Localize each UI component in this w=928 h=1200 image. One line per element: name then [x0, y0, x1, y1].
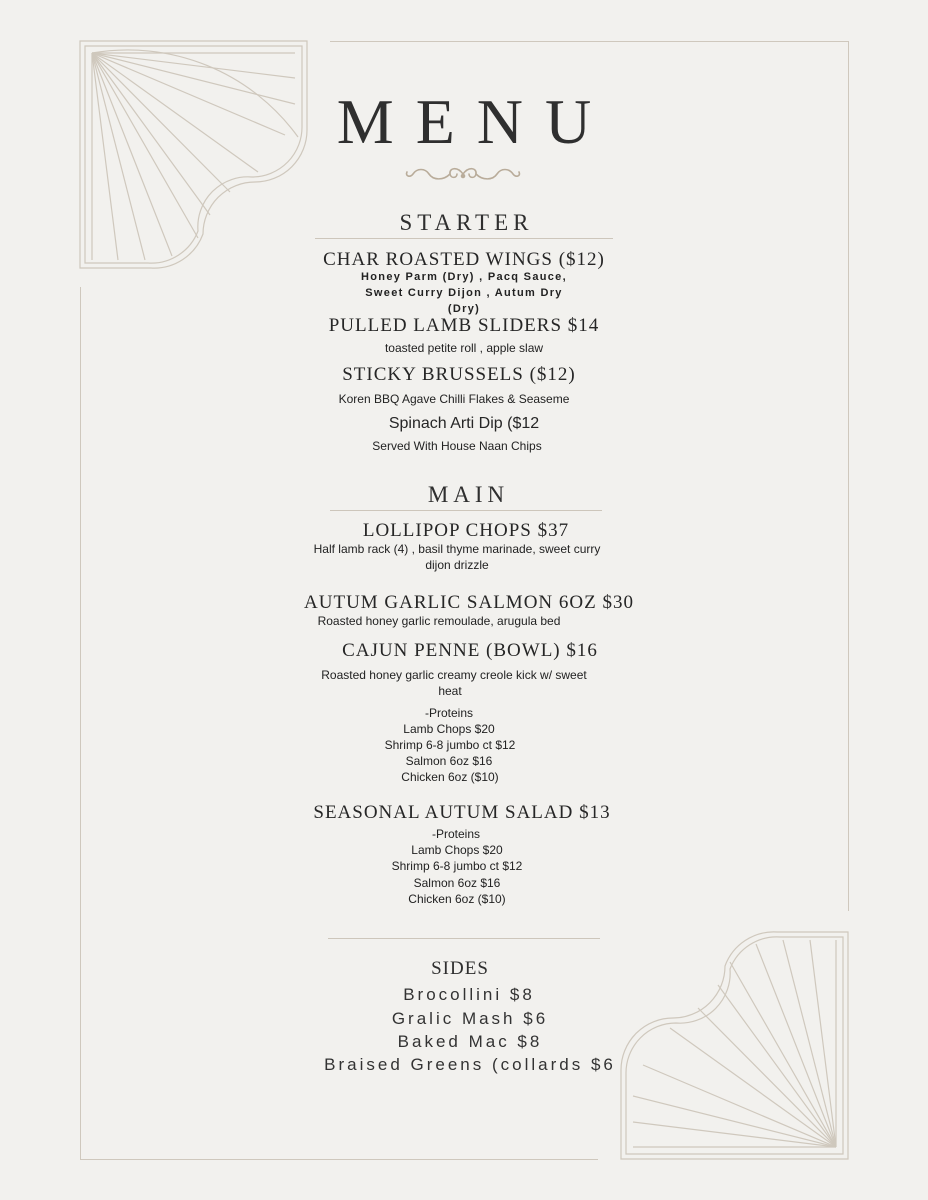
starter-item-name: STICKY BRUSSELS ($12) [342, 364, 576, 385]
starter-item-desc: toasted petite roll , apple slaw [384, 341, 544, 355]
main-item-name: LOLLIPOP CHOPS $37 [362, 520, 570, 541]
main-item-desc: heat [438, 684, 462, 698]
sides-divider [328, 938, 600, 939]
protein-line: Shrimp 6-8 jumbo ct $12 [384, 738, 516, 752]
main-divider [330, 510, 602, 511]
main-item-desc: Roasted honey garlic creamy creole kick w/ sweet [321, 668, 587, 682]
starter-item-desc: Sweet Curry Dijon , Autum Dry [365, 287, 563, 299]
main-item-name: SEASONAL AUTUM SALAD $13 [313, 802, 611, 823]
starter-item-name: Spinach Arti Dip ($12 [388, 415, 540, 432]
starter-item-desc: Koren BBQ Agave Chilli Flakes & Seaseme [338, 392, 570, 406]
protein-line: Shrimp 6-8 jumbo ct $12 [391, 859, 523, 873]
main-item-name: AUTUM GARLIC SALMON 6OZ $30 [304, 592, 634, 613]
side-item: Braised Greens (collards $6 [324, 1055, 616, 1074]
starter-heading: STARTER [399, 210, 534, 235]
protein-line: -Proteins [424, 706, 474, 720]
main-heading: MAIN [427, 482, 510, 507]
protein-line: -Proteins [431, 827, 481, 841]
menu-title: MENU [336, 86, 614, 157]
protein-line: Salmon 6oz $16 [413, 876, 501, 890]
side-item: Gralic Mash $6 [391, 1009, 549, 1028]
main-item-name: CAJUN PENNE (BOWL) $16 [342, 640, 598, 661]
side-item: Baked Mac $8 [397, 1032, 543, 1051]
starter-item-name: PULLED LAMB SLIDERS $14 [328, 315, 600, 336]
main-item-desc: Half lamb rack (4) , basil thyme marinade, sweet curry [313, 542, 601, 556]
starter-item-name: CHAR ROASTED WINGS ($12) [323, 249, 605, 270]
starter-item-desc: Honey Parm (Dry) , Pacq Sauce, [361, 271, 567, 283]
side-item: Brocollini $8 [403, 985, 535, 1004]
starter-item-desc: Served With House Naan Chips [372, 439, 542, 453]
protein-line: Salmon 6oz $16 [405, 754, 493, 768]
starter-item-desc: (Dry) [447, 303, 481, 315]
protein-line: Chicken 6oz ($10) [401, 770, 499, 784]
protein-line: Lamb Chops $20 [403, 722, 495, 736]
main-item-desc: dijon drizzle [425, 558, 489, 572]
main-item-desc: Roasted honey garlic remoulade, arugula bed [317, 614, 561, 628]
starter-divider [315, 238, 613, 239]
protein-line: Lamb Chops $20 [411, 843, 503, 857]
scroll-flourish-icon [405, 164, 521, 184]
protein-line: Chicken 6oz ($10) [408, 892, 506, 906]
sides-heading: SIDES [431, 958, 489, 979]
